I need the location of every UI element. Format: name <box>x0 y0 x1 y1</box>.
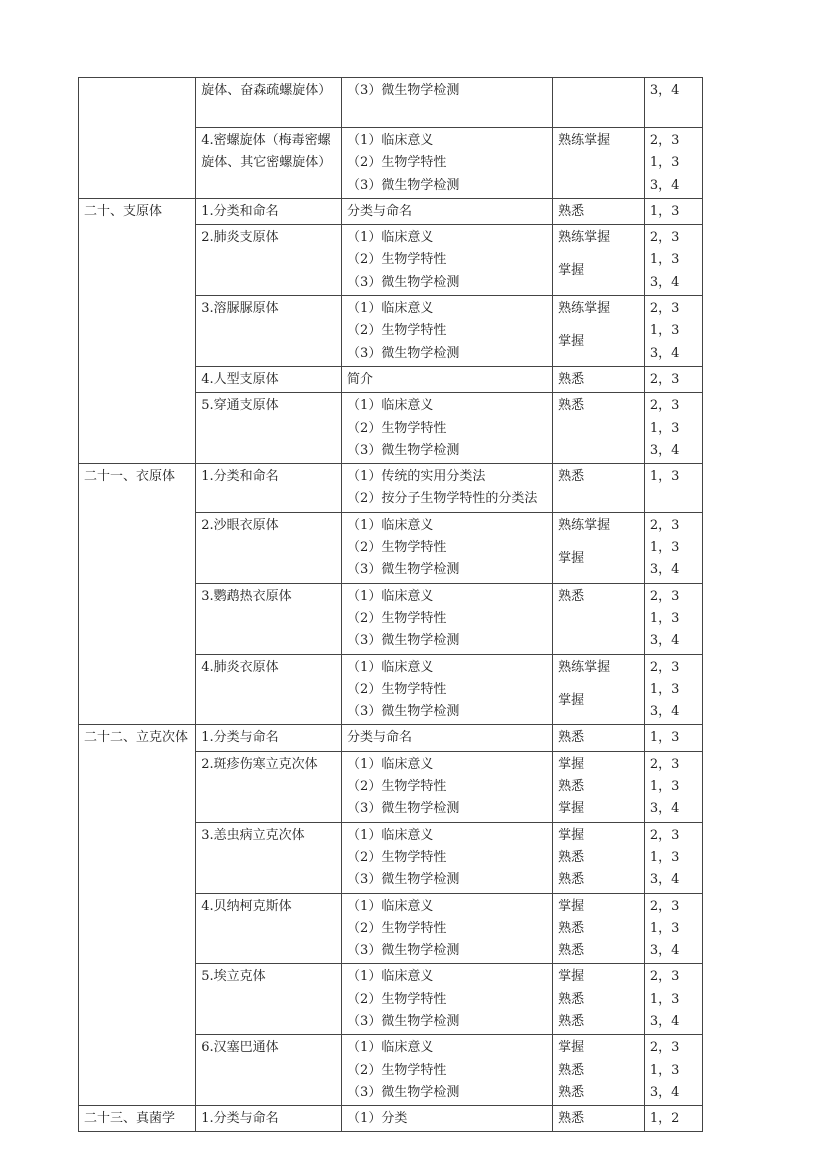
hours-line: 1，3 <box>649 420 680 436</box>
requirement-line: 熟悉 <box>558 943 585 959</box>
content-line: （1）临床意义 <box>347 301 434 317</box>
topic-cell: 5.埃立克体 <box>196 964 342 1035</box>
hours-line: 3，4 <box>649 442 680 458</box>
content-line: （3）微生物学检测 <box>347 442 460 458</box>
unit-cell: 二十三、真菌学 <box>79 1106 196 1132</box>
content-line: （1）临床意义 <box>347 398 434 414</box>
hours-line: 2，3 <box>649 756 680 772</box>
hours-line: 3，4 <box>649 872 680 888</box>
content-line: （3）微生物学检测 <box>347 943 460 959</box>
requirement-cell <box>553 964 645 1035</box>
content-cell: 简介 <box>342 366 553 392</box>
requirement-line: 掌握 <box>558 263 585 279</box>
hours-line: 1，3 <box>649 849 680 865</box>
content-line: （2）生物学特性 <box>347 155 447 171</box>
content-line: （1）临床意义 <box>347 827 434 843</box>
content-line: （3）微生物学检测 <box>347 345 460 361</box>
content-line: （2）生物学特性 <box>347 252 447 268</box>
content-cell <box>342 893 553 964</box>
table-row <box>79 725 703 751</box>
hours-cell <box>644 393 702 464</box>
hours-cell <box>644 964 702 1035</box>
content-cell <box>342 512 553 583</box>
requirement-cell: 熟悉 <box>553 366 645 392</box>
hours-line: 2，3 <box>649 133 680 148</box>
content-line: （3）微生物学检测 <box>347 274 460 290</box>
requirement-line: 掌握 <box>558 827 585 843</box>
hours-cell: 1，2 <box>644 1106 702 1132</box>
table-row <box>79 78 703 128</box>
hours-cell: 2，3 <box>644 366 702 392</box>
topic-cell: 2.肺炎支原体 <box>196 225 342 296</box>
hours-line: 3，4 <box>649 943 680 959</box>
hours-line: 2，3 <box>649 827 680 843</box>
topic-cell: 4.密螺旋体（梅毒密螺旋体、其它密螺旋体） <box>196 128 342 199</box>
hours-cell: 1，3 <box>644 198 702 224</box>
hours-cell <box>644 822 702 893</box>
hours-line: 1，3 <box>649 610 680 626</box>
content-cell <box>342 78 553 128</box>
content-cell: 分类与命名 <box>342 198 553 224</box>
hours-line: 3，4 <box>649 83 680 98</box>
hours-line: 2，3 <box>649 1040 680 1056</box>
unit-cell: 二十二、立克次体 <box>79 725 196 1106</box>
content-line: （1）临床意义 <box>347 969 434 985</box>
requirement-cell <box>553 654 645 725</box>
requirement-cell <box>553 751 645 822</box>
content-line: （2）生物学特性 <box>347 920 447 936</box>
requirement-cell <box>553 78 645 128</box>
unit-cell: 二十、支原体 <box>79 198 196 463</box>
requirement-line: 熟悉 <box>558 920 585 936</box>
hours-line: 3，4 <box>649 801 680 817</box>
content-cell <box>342 654 553 725</box>
hours-line: 2，3 <box>649 969 680 985</box>
hours-line: 1，3 <box>649 681 680 697</box>
hours-line: 1，3 <box>649 991 680 1007</box>
requirement-cell <box>553 822 645 893</box>
requirement-line: 熟悉 <box>558 1084 585 1100</box>
hours-line: 3，4 <box>649 1013 680 1029</box>
hours-cell <box>644 296 702 367</box>
requirement-cell <box>553 225 645 296</box>
content-line: （2）按分子生物学特性的分类法 <box>347 491 538 507</box>
unit-cell: 二十一、衣原体 <box>79 464 196 725</box>
requirement-cell <box>553 296 645 367</box>
hours-line: 3，4 <box>649 562 680 578</box>
content-cell <box>342 128 553 199</box>
hours-line: 3，4 <box>649 345 680 361</box>
content-line: （2）生物学特性 <box>347 323 447 339</box>
topic-cell: 4.肺炎衣原体 <box>196 654 342 725</box>
content-line: （1）临床意义 <box>347 230 434 246</box>
content-line: （3）微生物学检测 <box>347 801 460 817</box>
content-line: （2）生物学特性 <box>347 681 447 697</box>
hours-line: 3，4 <box>649 633 680 649</box>
topic-cell: 1.分类和命名 <box>196 464 342 513</box>
content-line: （1）临床意义 <box>347 756 434 772</box>
content-cell <box>342 296 553 367</box>
requirement-line: 熟悉 <box>558 991 585 1007</box>
content-line: （3）微生物学检测 <box>347 177 460 193</box>
requirement-line: 掌握 <box>558 1040 585 1056</box>
content-line: （1）临床意义 <box>347 1040 434 1056</box>
requirement-line: 熟悉 <box>558 1062 585 1078</box>
hours-line: 2，3 <box>649 659 680 675</box>
requirement-line: 掌握 <box>558 898 585 914</box>
topic-cell: 5.穿通支原体 <box>196 393 342 464</box>
requirement-line: 掌握 <box>558 334 585 350</box>
content-line: （2）生物学特性 <box>347 420 447 436</box>
hours-cell <box>644 225 702 296</box>
hours-line: 1，3 <box>649 779 680 795</box>
topic-cell: 3.鹦鹉热衣原体 <box>196 583 342 654</box>
content-cell <box>342 751 553 822</box>
hours-cell <box>644 751 702 822</box>
requirement-line: 熟悉 <box>558 1013 585 1029</box>
hours-cell <box>644 128 702 199</box>
topic-cell: 2.斑疹伤寒立克次体 <box>196 751 342 822</box>
hours-line: 3，4 <box>649 274 680 290</box>
content-line: （2）生物学特性 <box>347 610 447 626</box>
requirement-cell: 熟悉 <box>553 583 645 654</box>
content-line: （2）生物学特性 <box>347 991 447 1007</box>
requirement-cell: 熟悉 <box>553 464 645 513</box>
content-line: （3）微生物学检测 <box>347 562 460 578</box>
content-cell <box>342 822 553 893</box>
hours-line: 3，4 <box>649 177 680 193</box>
topic-cell: 旋体、奋森疏螺旋体） <box>196 78 342 128</box>
requirement-line: 掌握 <box>558 969 585 985</box>
requirement-line: 熟悉 <box>558 849 585 865</box>
hours-line: 1，3 <box>649 155 680 171</box>
content-line: （3）微生物学检测 <box>347 1013 460 1029</box>
content-line: （2）生物学特性 <box>347 540 447 556</box>
hours-cell <box>644 583 702 654</box>
hours-line: 1，3 <box>649 540 680 556</box>
hours-cell <box>644 654 702 725</box>
requirement-cell: 熟悉 <box>553 725 645 751</box>
syllabus-table <box>78 77 703 1132</box>
content-cell <box>342 1035 553 1106</box>
hours-line: 3，4 <box>649 1084 680 1100</box>
content-line: （2）生物学特性 <box>347 779 447 795</box>
hours-line: 2，3 <box>649 517 680 533</box>
requirement-cell <box>553 893 645 964</box>
hours-cell <box>644 78 702 128</box>
content-line: （1）临床意义 <box>347 898 434 914</box>
content-line: （3）微生物学检测 <box>347 633 460 649</box>
content-line: （3）微生物学检测 <box>347 83 460 98</box>
requirement-line: 熟悉 <box>558 872 585 888</box>
requirement-cell: 熟悉 <box>553 1106 645 1132</box>
requirement-line: 熟练掌握 <box>558 517 611 533</box>
hours-cell <box>644 893 702 964</box>
requirement-line: 熟练掌握 <box>558 230 611 246</box>
content-line: （1）传统的实用分类法 <box>347 469 486 485</box>
requirement-line: 熟练掌握 <box>558 659 611 675</box>
topic-cell: 6.汉塞巴通体 <box>196 1035 342 1106</box>
content-line: （2）生物学特性 <box>347 1062 447 1078</box>
content-cell <box>342 964 553 1035</box>
content-cell <box>342 225 553 296</box>
topic-cell: 1.分类与命名 <box>196 1106 342 1132</box>
requirement-line: 熟悉 <box>558 779 585 795</box>
hours-line: 1，3 <box>649 323 680 339</box>
hours-line: 2，3 <box>649 230 680 246</box>
content-cell <box>342 583 553 654</box>
unit-cell <box>79 78 196 199</box>
requirement-cell <box>553 512 645 583</box>
content-line: （3）微生物学检测 <box>347 1084 460 1100</box>
hours-line: 2，3 <box>649 898 680 914</box>
content-line: （1）临床意义 <box>347 659 434 675</box>
hours-cell <box>644 512 702 583</box>
content-line: （3）微生物学检测 <box>347 872 460 888</box>
requirement-line: 掌握 <box>558 692 585 708</box>
requirement-line: 熟练掌握 <box>558 301 611 317</box>
hours-line: 1，3 <box>649 920 680 936</box>
topic-cell: 3.恙虫病立克次体 <box>196 822 342 893</box>
requirement-line: 掌握 <box>558 756 585 772</box>
topic-cell: 1.分类与命名 <box>196 725 342 751</box>
hours-line: 2，3 <box>649 301 680 317</box>
content-cell <box>342 393 553 464</box>
table-row <box>79 198 703 224</box>
hours-line: 1，3 <box>649 252 680 268</box>
content-line: （2）生物学特性 <box>347 849 447 865</box>
content-line: （1）临床意义 <box>347 517 434 533</box>
hours-cell: 1，3 <box>644 725 702 751</box>
topic-cell: 2.沙眼衣原体 <box>196 512 342 583</box>
content-line: （3）微生物学检测 <box>347 704 460 720</box>
table-row <box>79 464 703 513</box>
requirement-cell: 熟悉 <box>553 393 645 464</box>
hours-line: 3，4 <box>649 704 680 720</box>
topic-cell: 3.溶脲脲原体 <box>196 296 342 367</box>
requirement-line: 掌握 <box>558 801 585 817</box>
topic-cell: 1.分类和命名 <box>196 198 342 224</box>
hours-line: 1，3 <box>649 1062 680 1078</box>
hours-cell: 1，3 <box>644 464 702 513</box>
content-cell <box>342 464 553 513</box>
hours-line: 2，3 <box>649 398 680 414</box>
content-cell: （1）分类 <box>342 1106 553 1132</box>
content-line: （1）临床意义 <box>347 588 434 604</box>
requirement-line: 掌握 <box>558 551 585 567</box>
content-cell: 分类与命名 <box>342 725 553 751</box>
hours-cell <box>644 1035 702 1106</box>
topic-cell: 4.贝纳柯克斯体 <box>196 893 342 964</box>
content-line: （1）临床意义 <box>347 133 434 148</box>
table-row <box>79 1106 703 1132</box>
hours-line: 2，3 <box>649 588 680 604</box>
requirement-cell: 熟练掌握 <box>553 128 645 199</box>
requirement-cell: 熟悉 <box>553 198 645 224</box>
requirement-cell <box>553 1035 645 1106</box>
topic-cell: 4.人型支原体 <box>196 366 342 392</box>
